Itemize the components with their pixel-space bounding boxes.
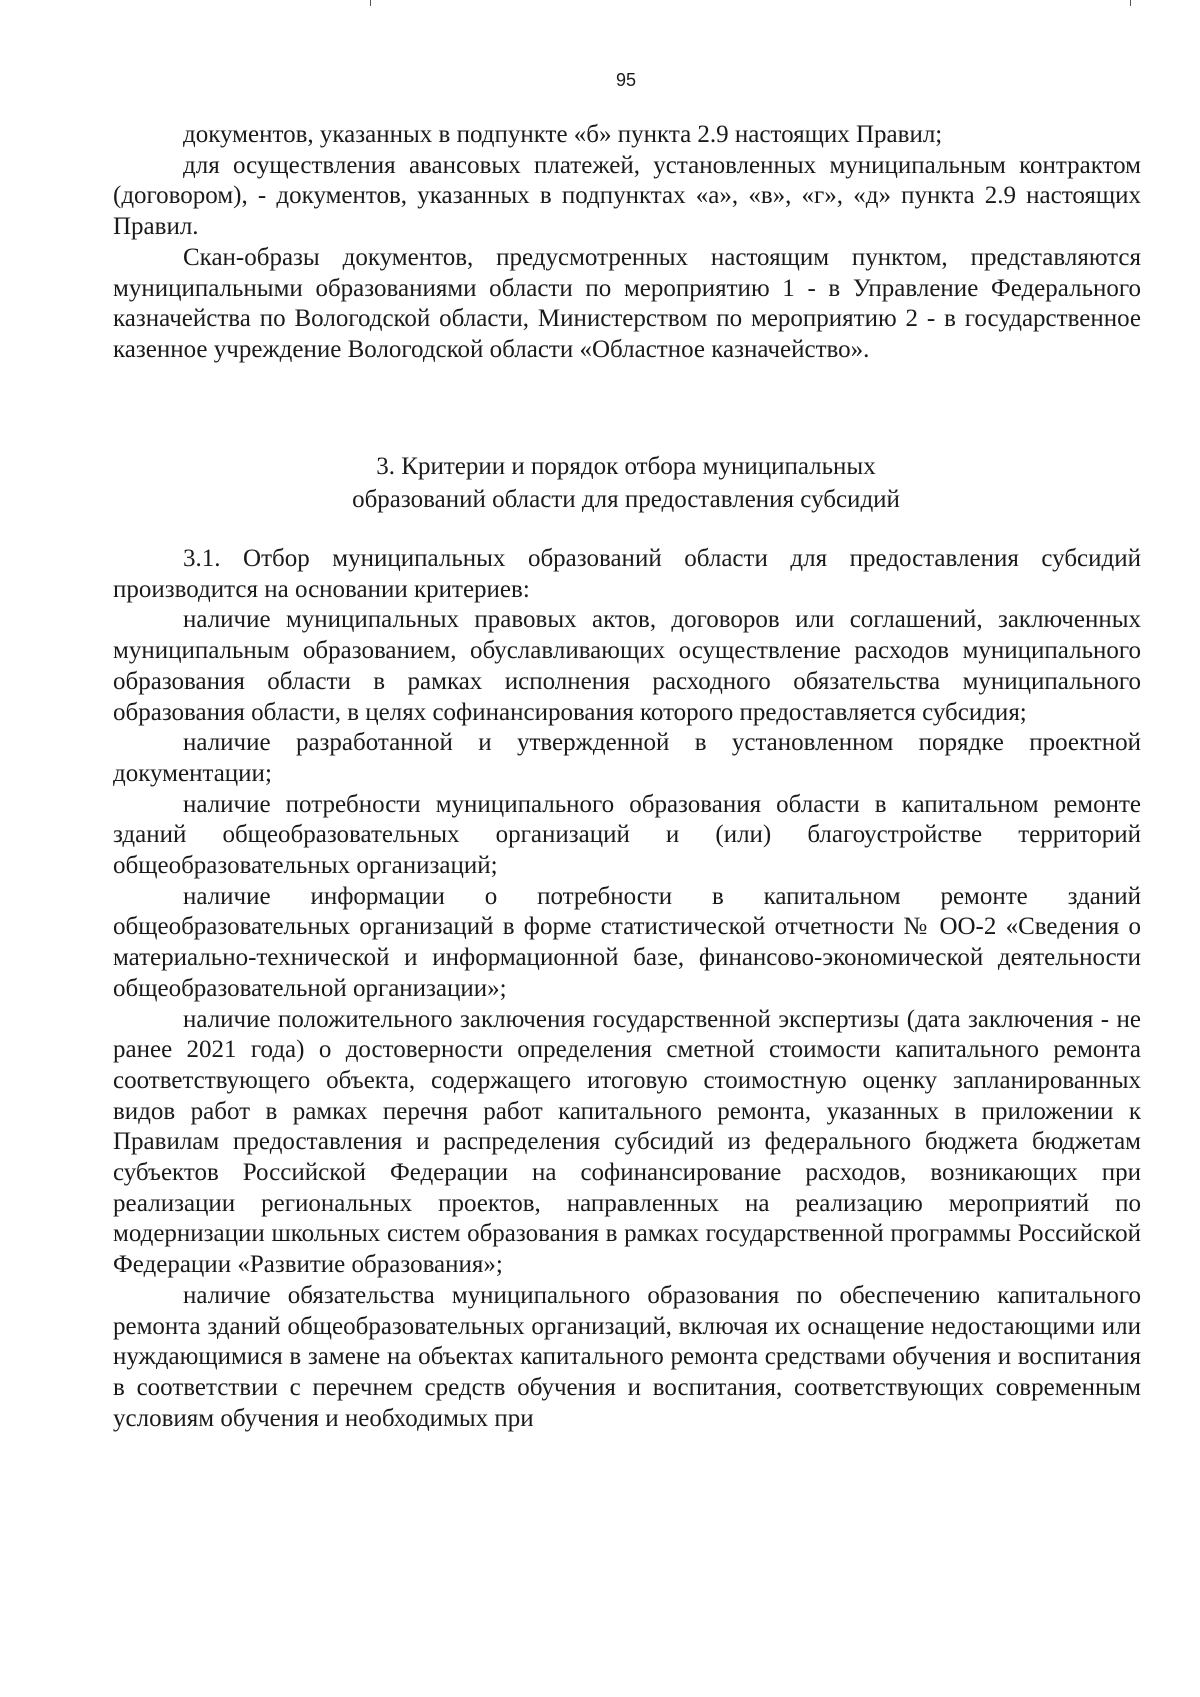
page-number: 95 — [615, 70, 637, 90]
paragraph: для осуществления авансовых платежей, установленных муниципальным контрактом (договором), - документов, указанных в подпунктах «а», «в», «г», «д» пункта 2.9 настоящих Правил. — [113, 151, 1141, 241]
paragraph: наличие положительного заключения государственной экспертизы (дата заключения - не ранее 2021 года) о достоверности определения сметной стоимости капитального ремонта соответствующего объекта, содержащего итоговую стоимостную оценку запланированных видов работ в рамках перечня работ капитального ремонта, указанных в приложении к Правилам предоставления и распределения субсидий из федерального бюджета бюджетам субъектов Российской Федерации на софинансирование расходов, возникающих при реализации региональных проектов, направленных на реализацию мероприятий по модернизации школьных систем образования в рамках государственной программы Российской Федерации «Развитие образования»; — [113, 1005, 1141, 1279]
paragraph: документов, указанных в подпункте «б» пункта 2.9 настоящих Правил; — [183, 121, 943, 148]
intro-text — [113, 120, 1141, 366]
paragraph: наличие потребности муниципального образования области в капитальном ремонте зданий общеобразовательных организаций и (или) благоустройстве территорий общеобразовательных организаций; — [113, 790, 1141, 880]
scan-edge-mark — [1130, 0, 1131, 6]
paragraph: наличие муниципальных правовых актов, договоров или соглашений, заключенных муниципальным образованием, обуславливающих осуществление расходов муниципального образования области в рамках исполнения расходного обязательства муниципального образования области, в целях софинансирования которого предоставляется субсидия; — [113, 606, 1141, 726]
scan-edge-mark — [370, 0, 371, 6]
paragraph: Скан-образы документов, предусмотренных настоящим пунктом, представляются муниципальными образованиями области по мероприятию 1 - в Управление Федерального казначейства по Вологодской области, Министерством по мероприятию 2 - в государственное казенное учреждение Вологодской области «Областное казначейство». — [113, 243, 1141, 363]
paragraph: наличие обязательства муниципального образования по обеспечению капитального ремонта зданий общеобразовательных организаций, включая их оснащение недостающими или нуждающимися в замене на объектах капитального ремонта средствами обучения и воспитания в соответствии с перечнем средств обучения и воспитания, соответствующих современным условиям обучения и необходимых при — [113, 1281, 1141, 1432]
section-heading-line: 3. Критерии и порядок отбора муниципальных — [376, 453, 876, 480]
section-heading — [0, 450, 1200, 516]
section-body — [113, 544, 1141, 1434]
paragraph: наличие разработанной и утвержденной в установленном порядке проектной документации; — [113, 729, 1141, 787]
paragraph: наличие информации о потребности в капитальном ремонте зданий общеобразовательных организаций в форме статистической отчетности № ОО-2 «Сведения о материально-технической и информационной базе, финансово-экономической деятельности общеобразовательной организации»; — [113, 882, 1141, 1002]
section-heading-line: образований области для предоставления субсидий — [352, 486, 900, 513]
paragraph: 3.1. Отбор муниципальных образований области для предоставления субсидий производится на основании критериев: — [113, 545, 1141, 603]
